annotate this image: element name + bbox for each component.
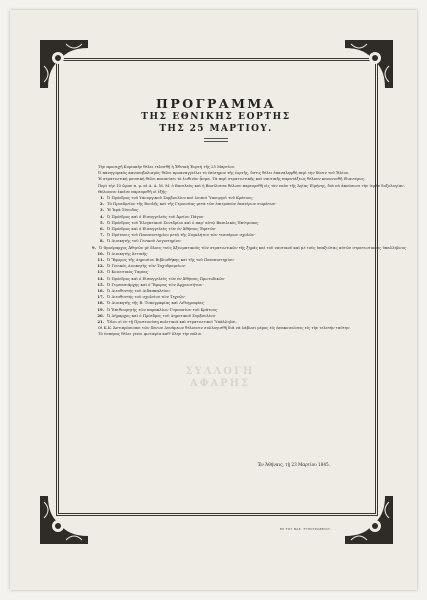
- intro-paragraph: Ὁ πανηγυρικὸς κανονοβολισμὸς θέλει προαναγγείλει τὸ ἐπίσημον τῆς ἑορτῆς, ὅστις θέλει ἐπαναληφθῆ περὶ τὴν δύσιν τοῦ Ἡλίου.: [98, 170, 350, 176]
- list-item-number: 21.: [97, 319, 104, 325]
- document-subtitle: ΤΗΣ ΕΘΝΙΚΗΣ ΕΟΡΤΗΣ: [141, 112, 291, 122]
- list-item-number: 11.: [97, 257, 104, 263]
- outro-paragraph: Οἱ Κ.Κ. Ἀντιπρόσωποι τῶν Ξένων Δυνάμεων θέλουσιν συλλογισθῆ διὰ νὰ λάβωσι μέρος εἰς ἀνακοινώσεις εἰς τὴν τελετὴν ταύτην.: [98, 325, 351, 331]
- list-item-number: 13.: [97, 269, 104, 275]
- intro-paragraph: Τὴν προσεχῆ Κυριακὴν θέλει τελεσθῆ ἡ Ἐθνικὴ Ἑορτὴ τῆς 25 Μαρτίου.: [98, 164, 236, 169]
- list-item-number: 17.: [97, 294, 104, 300]
- list-item-text: Ὁ Πρόεδρος καὶ ὁ Εἰσαγγελεὺς τῶν ἐν Ἀθήναις Πρωτοδικῶν·: [107, 275, 226, 281]
- list-item-number: 15.: [97, 281, 104, 287]
- list-item-text: Τὸ Προεδρεῖον τῆς Βουλῆς καὶ τῆς Γερουσίας μετὰ τῶν ἐπιτροπῶν ἑκατέρων σωμάτων·: [107, 201, 277, 207]
- list-item-number: 9.: [92, 244, 96, 250]
- list-item-number: 19.: [97, 306, 104, 312]
- list-item-text: Ὁ Πρύτανις τοῦ Πανεπιστημίου μετὰ τῆς Συγκλήτου τῶν τεσσάρων σχολῶν·: [107, 232, 256, 238]
- list-item-number: 16.: [97, 288, 104, 294]
- list-item-number: 1.: [100, 195, 104, 201]
- intro-paragraph: Περὶ τὴν 10 ὥραν π. μ. αἱ Α. Α. Μ. Μ. ὁ Βασιλεὺς καὶ ἡ Βασίλισσα θέλουν παρευρεθῆ εἰς τὸν ναὸν τῆς Ἁγίας Εἰρήνης, διὰ νὰ ἀκούσωσι τὴν ἱερὰν δοξολογίαν.: [98, 182, 405, 188]
- attendee-list: [92, 195, 408, 325]
- title-divider: [204, 138, 228, 142]
- list-item-text: Ὅλοι οἱ ἐν τῇ Πρωτευούσῃ πολιτικοὶ καὶ στρατιωτικοὶ Ὑπάλληλοι.: [107, 319, 237, 325]
- list-item-text: Ὁ Δήμαρχος καὶ ὁ Πρόεδρος τοῦ Δημοτικοῦ Συμβουλίου·: [107, 312, 217, 318]
- intro-paragraph: Ἡ στρατιωτικὴ μουσικὴ θέλει παιανίσει τὸ ἐωθινὸν ᾆσμα. Τὰ περὶ στρατιωτικῆς καὶ ναυτικῆς παρατάξεως θέλουν κανονισθῆ ἰδιαιτέρως.: [98, 176, 366, 182]
- watermark-line: ΑΦΑΡΗΣ: [189, 378, 251, 389]
- list-item-text: Ὁ Φρούραρχος Ἀθηνῶν μὲ ὅλους τοὺς Ἀξιωματικοὺς τῶν στρατιωτικῶν τῆς ξηρᾶς καὶ τοῦ ναυτικοῦ καὶ μὲ τοὺς ὑπαξιώτας αὐτῶν στρατιωτικοὺς ὑπαλλήλους·: [98, 244, 408, 250]
- watermark-stamp: [150, 366, 290, 390]
- document-header: [90, 96, 342, 142]
- list-item-number: 7.: [100, 232, 104, 238]
- list-item-number: 3.: [100, 207, 104, 213]
- list-item-number: 2.: [100, 201, 104, 207]
- list-item-text: Ὁ Πρόεδρος καὶ ὁ Εἰσαγγελεὺς τῶν ἐν Ἀθήναις Ἐφετῶν·: [107, 226, 217, 232]
- list-item-text: Ὁ Διευθυντὴς τοῦ σχολείου τῶν Τεχνῶν·: [107, 294, 186, 300]
- document-title: ΠΡΟΓΡΑΜΜΑ: [156, 96, 276, 111]
- list-item-text: Ὁ Ἐπιθεωρητὴς τῶν παρακλίων Γυμνασίων τοῦ Κράτους·: [107, 306, 219, 312]
- list-item-number: 14.: [97, 275, 104, 281]
- list-item-text: Ὁ Γενικὸς Διοικητὴς τῶν Ταχυδρομείων·: [107, 263, 186, 269]
- intro-paragraph: Θέλουσιν ἐκεῖσε παρευρεθῆ οἱ ἑξῆς·: [98, 188, 168, 194]
- ornament-corner-icon: [38, 494, 90, 546]
- list-item-text: Ὁ Πρόεδρος τοῦ Ἐλεγκτικοῦ Συνεδρίου καὶ ὁ παρ' αὐτῷ Βασιλικὸς Ἐπίτροπος·: [107, 219, 260, 225]
- list-item-number: 20.: [97, 312, 104, 318]
- list-item-number: 18.: [97, 300, 104, 306]
- list-item-text: Ὁ Διοικητὴς τῆς Β. Τυπογραφίας καὶ Λιθογραφίας·: [107, 300, 206, 306]
- list-item-text: Ὁ Πρόεδρος τοῦ Υπουργικοῦ Συμβουλίου καὶ λοιποὶ Ὑπουργοὶ τοῦ Κράτους·: [107, 195, 254, 201]
- printer-imprint: ΕΚ ΤΟΥ ΒΑΣ. ΤΥΠΟΓΡΑΦΕΙΟΥ.: [280, 527, 332, 531]
- list-item-number: 8.: [100, 238, 104, 244]
- list-item-text: Ὁ Κοινοτικὸς Ταμίας·: [107, 269, 150, 275]
- list-item-text: Ὁ Διοικητὴς Ἀττικῆς·: [107, 250, 149, 256]
- list-item-text: Ὁ Διευθυντὴς τοῦ Διδασκαλείου·: [107, 288, 171, 294]
- watermark-line: ΣΥΛΛΟΓΗ: [185, 366, 255, 377]
- document-date: Ἐν Ἀθήναις, τῇ 23 Μαρτίου 1845.: [257, 462, 330, 467]
- list-item-number: 10.: [97, 250, 104, 256]
- list-item-text: Ὁ Διοικητὴς τοῦ Γενικοῦ Λογιστηρίου·: [107, 238, 182, 244]
- outro-paragraph: Τὸ ἑσπέρας θέλει γένει φωταψία καθ' ὅλην τὴν πόλιν.: [98, 331, 203, 337]
- list-item-text: Ὁ Ἔφορος τῆς Δημοσίου Βιβλιοθήκης καὶ τῆς τοῦ Πανεπιστημίου·: [107, 257, 235, 263]
- list-item-text: Ἡ Ἱερὰ Σύνοδος·: [107, 207, 140, 213]
- list-item-number: 4.: [100, 213, 104, 219]
- list-item-text: Ὁ Πρόεδρος καὶ ὁ Εἰσαγγελεὺς τοῦ Ἀρείου Πάγου·: [107, 213, 205, 219]
- list-item-text: Ὁ Γυμνασιάρχης καὶ ὁ Ἔφορος τῶν Ἀρχαιοτήτων·: [107, 281, 204, 287]
- ornament-corner-icon: [38, 38, 90, 90]
- ornament-corner-icon: [343, 38, 395, 90]
- document-body: [92, 164, 408, 338]
- ornament-corner-icon: [343, 494, 395, 546]
- document-date-heading: ΤΗΣ 25 ΜΑΡΤΙΟΥ.: [159, 124, 273, 134]
- list-item-number: 6.: [100, 226, 104, 232]
- list-item-number: 5.: [100, 219, 104, 225]
- list-item-number: 12.: [97, 263, 104, 269]
